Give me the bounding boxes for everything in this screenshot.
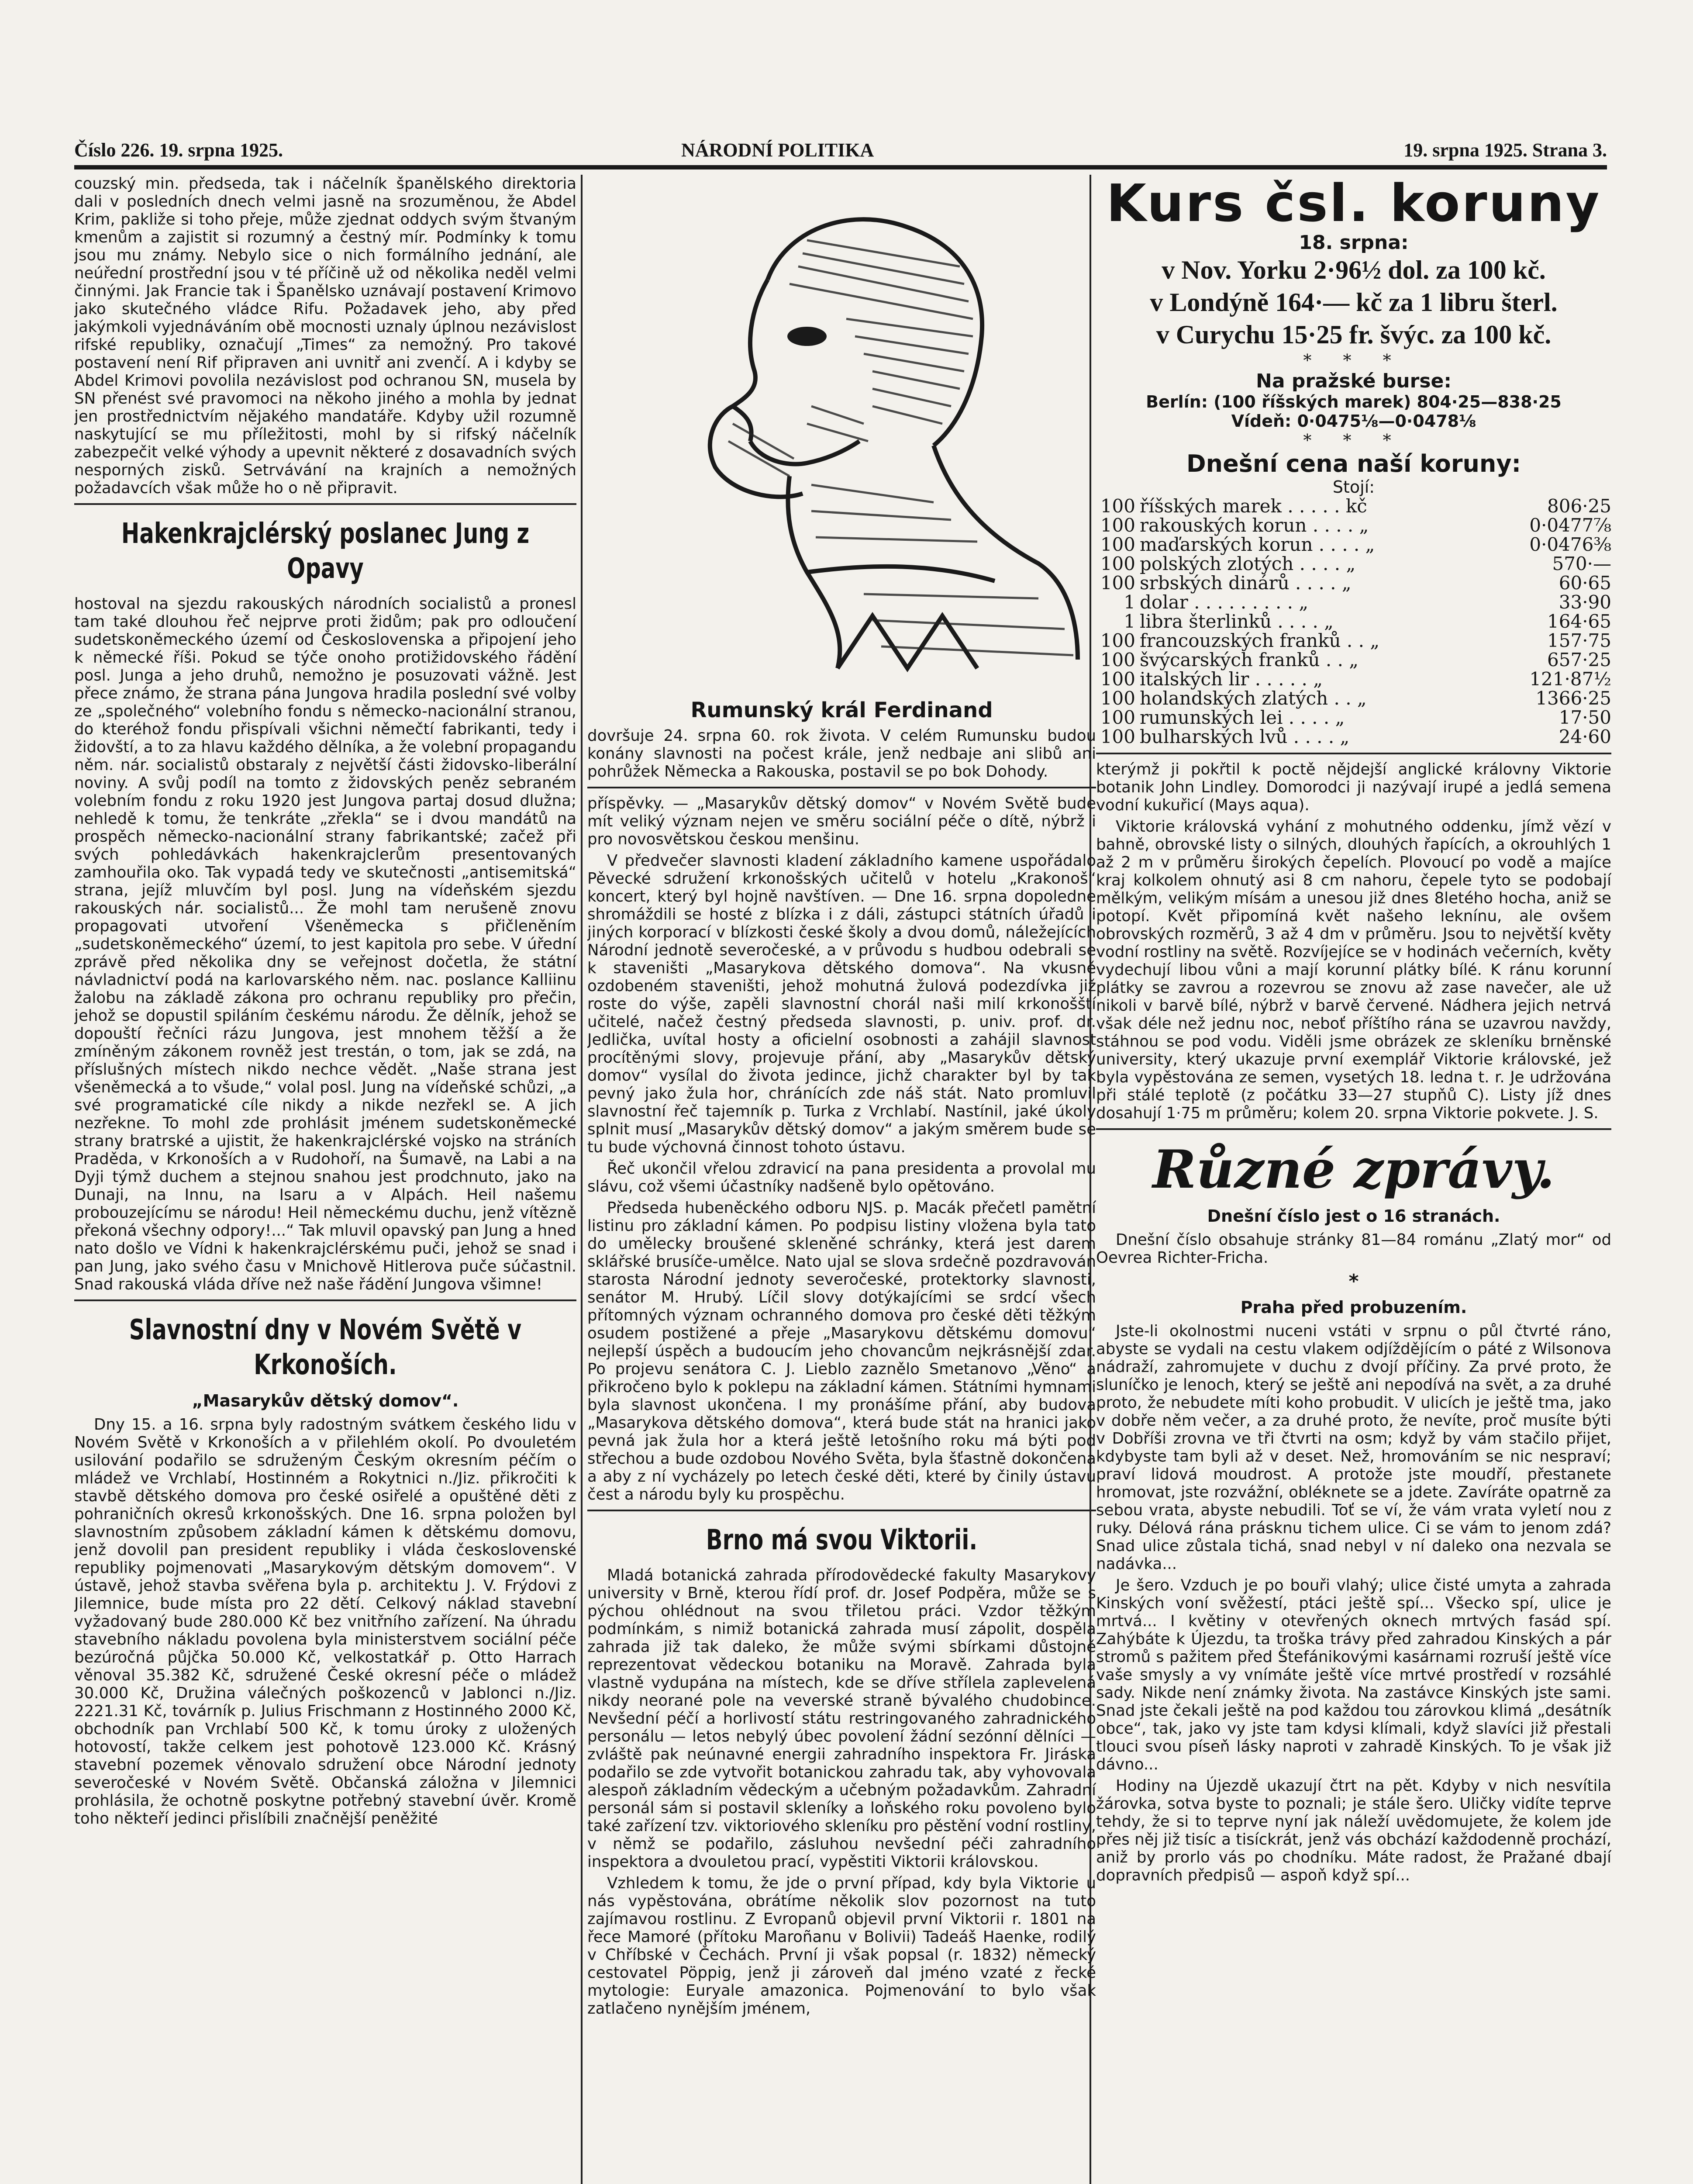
- portrait-illustration: [602, 179, 1082, 695]
- article-novy-svet-cont: V předvečer slavnosti kladení základního kamene uspořádalo Pěvecké sdružení krkonošských učitelů v hotelu „Krakonoš“ koncert, který byl hojně navštíven. — Dne 16. srpna dopoledne shromáždili se hosté z blízka i z dáli, zástupci státních úřadů i jiných korporací v blízkosti české školy a dvou domů, náležejících Národní jednotě severočeské, a v průvodu s hudbou odebrali se k staveništi „Masarykova dětského domova“. Na vkusně ozdobeném staveništi, jehož mohutná žulová podezdívka již roste do výše, zapěli slavnostní chorál naši milí krkonošští učitelé, načež čestný předseda slavnosti, p. univ. prof. dr. Jedlička, uvítal hosty a oficielní osobnosti a zahájil slavnost procítěnými slovy, projevuje přání, aby „Masarykův dětský domov“ vysílal do života jedince, jichž charakter byl by tak pevný jako žula hor, chránících zde náš stát. Nato promluvil slavnostní řeč tajemník p. Turka z Vrchlabí. Nastínil, jaké úkoly splnit musí „Masarykův dětský domov“ a jakým směrem bude se tu bude výchovná činnost tohoto ústavu.: [587, 852, 1096, 1156]
- divider: [1096, 753, 1611, 754]
- news-16-stran: Dnešní číslo obsahuje stránky 81—84 románu „Zlatý mor“ od Oevrea Richter-Fricha.: [1096, 1231, 1611, 1267]
- table-row: 100 srbských dinárů . . . . „ 60·65: [1100, 572, 1611, 594]
- subheadline-praha: Praha před probuzením.: [1240, 1298, 1467, 1317]
- column-divider: [581, 175, 583, 2184]
- portrait-caption: Rumunský král Ferdinand: [690, 698, 993, 722]
- divider: [587, 1510, 1096, 1511]
- divider: [74, 503, 576, 505]
- exchange-rate-line: v Londýně 164·— kč za 1 libru šterl.: [1150, 288, 1558, 317]
- exchange-rate-date: 18. srpna:: [1299, 232, 1409, 254]
- caption-text: dovršuje 24. srpna 60. rok života. V celém Rumunsku budou konány slavnosti na počest krále, jenž nedbaje ani slibů ani pohrůžek Německa a Rakouska, postavil se po bok Dohody.: [587, 727, 1096, 781]
- subheadline-16-stran: Dnešní číslo jest o 16 stranách.: [1207, 1206, 1500, 1226]
- burse-title: Na pražské burse:: [1256, 370, 1452, 392]
- koruna-price-stoji: Stojí:: [1332, 477, 1375, 497]
- table-row: 100 švýcarských franků . . „ 657·25: [1100, 649, 1611, 670]
- exchange-rate-title: Kurs čsl. koruny: [1106, 175, 1601, 233]
- divider: [74, 1299, 576, 1301]
- koruna-price-title: Dnešní cena naší koruny:: [1186, 450, 1521, 477]
- separator-star: *: [1348, 1270, 1359, 1292]
- article-continuation: couzský min. předseda, tak i náčelník španělského direktoria dali v posledních dnech velmi jasně na srozuměnou, že Abdel Krim, pakliže si toho přeje, může zjednat oddych svým štvaným kmenům a zajistit si rozumný a čestný mír. Podmínky k tomu jsou mu známy. Nebylo sice o nich formálního jednání, ale neúřední prostřední jsou v té příčině už od několika neděl velmi činnými. Jak Francie tak i Španělsko uznávají postavení Krimovo jako skutečného vládce Rifu. Požadavek jeho, aby před jakýmkoli vyjednáváním obě mocnosti uznaly úplnou nezávislost rifské republiky, označují „Times“ za nemožný. Pro takové postavení není Rif připraven ani uvnitř ani zvenčí. A i kdyby se Abdel Krimovi povolila nezávislost pod ochranou SN, musela by SN přenést své pravomoci na někoho jiného a mohla by jednat jen prostřednictvím nějakého mandatáře. Kdyby užil rozumně naskytující se mu příležitosti, mohl by si rifský náčelník zabezpečit velké výhody a upevnit některé z dosavadních svých nesporných zisků. Setrvávání na krajních a nemožných požadavcích však může ho o ně připravit.: [74, 175, 576, 497]
- table-row: 1 dolar . . . . . . . . . „ 33·90: [1124, 591, 1611, 613]
- table-row: 100 rumunských lei . . . . „ 17·50: [1100, 707, 1611, 728]
- article-brno: Vzhledem k tomu, že jde o první případ, kdy byla Viktorie u nás vypěstována, obrátíme několik slov pozornost na tuto zajímavou rostlinu. Z Evropanů objevil první Viktorii r. 1801 na řece Mamoré (přítoku Maroñanu v Bolivii) Tadeáš Haenke, rodilý v Chříbské v Čechách. První ji však popsal (r. 1832) německý cestovatel Pöppig, jenž ji zároveň dal jméno vzaté z řecké mytologie: Euryale amazonica. Pojmenování to bylo však zatlačeno nynějším jménem,: [587, 1874, 1096, 2018]
- table-row: 100 holandských zlatých . . „ 1366·25: [1100, 688, 1611, 709]
- section-title-ruzne-zpravy: Různé zprávy.: [1152, 1139, 1555, 1200]
- table-row: 100 polských zlotých . . . . „ 570·—: [1100, 553, 1611, 574]
- article-novy-svet-cont: příspěvky. — „Masarykův dětský domov“ v Novém Světě bude mít veliký význam nejen ve směru sociální péče o dítě, nýbrž i pro novosvětskou českou menšinu.: [587, 795, 1096, 848]
- table-row: 100 říšských marek . . . . . kč 806·25: [1100, 495, 1611, 517]
- issue-number: Číslo 226. 19. srpna 1925.: [74, 139, 283, 161]
- article-praha: Je šero. Vzduch je po bouři vlahý; ulice čisté umyta a zahrada Kinských voní svěžestí, ptáci ještě spí... Všecko spí, ulice je mrtvá... I květiny v otevřených oknech mrtvých fasád spí. Zahýbáte k Újezdu, ta troška trávy před zahradou Kinských a pár stromů s pažitem před Štefánikovými kasárnami rozruší ještě více vaše smysly a vy vnímáte ještě více mrtvé prostředí v rozsáhlé sady. Nikde není známky života. Na zastávce Kinských jste sami. Snad jste čekali ještě na pod každou tou zárovkou klimá „desátník obce“, tak, jako vy jste tam kdysi klímali, když slavíci již přestali tlouci svou píseň lásky naproti v zahradě Kinských. To je však již dávno...: [1096, 1576, 1611, 1773]
- headline-brno: Brno má svou Viktorii.: [706, 1524, 978, 1556]
- article-novy-svet: Dny 15. a 16. srpna byly radostným svátkem českého lidu v Novém Světě v Krkonoších a v přilehlém okolí. Po dvouletém usilování podařilo se sdruženým Českým okresním péčím o mládež ve Vrchlabí, Hostinném a Rokytnici n./Jiz. přikročiti k stavbě dětského domova pro české osiřelé a opuštěné děti z pohraničních okresů krkonošských. Dne 16. srpna položen byl slavnostním způsobem základní kámen k dětskému domovu, jenž dovolil pan president republiky i vláda československé republiky pojmenovati „Masarykovým dětským domovem“. V ústavě, jehož stavba svěřena byla p. architektu J. V. Frýdovi z Jilemnice, bude místa pro 22 dětí. Celkový náklad stavební vyžadovaný bude 280.000 Kč bez vnitřního zařízení. Na úhradu stavebního nákladu povolena byla ministerstvem sociální péče bezúročná půjčka 50.000 Kč, velkostatkář p. Otto Harrach věnoval 35.382 Kč, sdružené České okresní péče o mládež 30.000 Kč, Družina válečných poškozenců v Jablonci n./Jiz. 2221.31 Kč, továrník p. Julius Frischmann z Hostinného 2000 Kč, obchodník pan Vrchlabí 500 Kč, k tomu úroky z uložených hotovostí, takže celkem jest pohotově 123.000 Kč. Krásný stavební pozemek věnovalo sdružení obce Národní jednoty severočeské v Novém Světě. Občanská záložna v Jilemnici prohlásila, že ochotně poskytne potřebný stavební úvěr. Kromě toho někteří jedinci přislíbili značnější peněžité: [74, 1416, 576, 1828]
- currency-table: [1096, 497, 1611, 746]
- article-praha: Jste-li okolnostmi nuceni vstáti v srpnu o půl čtvrté ráno, abyste se vydali na cestu vlakem odjíždějícím o páté z Wilsonova nádraží, zahromujete v duchu z dvojí příčiny. Za prvé proto, že sluníčko je lenoch, který se ještě ani nepodívá na svět, a za druhé proto, že nebudete míti koho probudit. V ulicích je ještě tma, jako v dobře něm večer, a za druhé proto, že nevíte, proč musíte býti v Dobříši zrovna ve tři čtvrti na osm; když by vám stačilo přijet, kdybyste tam byli až v deset. Než, hromováním se nic nespraví; praví lidová moudrost. A protože jste moudří, přestanete hromovat, jste rozvážní, obléknete se a jdete. Zavíráte opatrně za sebou vrata, abyste nebudili. Toť se ví, že vám vrata vyletí nou z ruky. Délová rána prásknu tichem ulice. Ci se vám to jenom zdá? Snad ulice zůstala tichá, snad nebyl v ní daleko ona nezvala se nadávka...: [1096, 1322, 1611, 1573]
- newspaper-title: NÁRODNÍ POLITIKA: [681, 139, 874, 161]
- table-row: 100 maďarských korun . . . . „ 0·0476⅜: [1100, 534, 1611, 555]
- column-right: [1096, 175, 1611, 2184]
- masthead: [74, 139, 1607, 169]
- subheadline-domov: „Masarykův dětský domov“.: [192, 1391, 459, 1410]
- table-row: 1 libra šterlinků . . . . „ 164·65: [1124, 611, 1611, 632]
- exchange-rate-line: v Curychu 15·25 fr. švýc. za 100 kč.: [1156, 320, 1552, 349]
- separator-stars: * * *: [1303, 431, 1404, 450]
- table-row: 100 francouzských franků . . „ 157·75: [1100, 630, 1611, 651]
- table-row: 100 bulharských lvů . . . . „ 24·60: [1100, 726, 1611, 747]
- headline-novy-svet: Slavnostní dny v Novém Světě v Krkonoších.: [129, 1314, 522, 1381]
- article-praha: Hodiny na Újezdě ukazují čtrt na pět. Kdyby v nich nesvítila žárovka, sotva byste to poznali; je stále šero. Uličky vidíte teprve tehdy, že si to teprve nyní jak náleží uvědomujete, že kolem jde přes něj již tisíc a tisíckrát, jenž vás obchází každodenně prochází, aniž by prorlo vás po chodníku. Máte radost, že Pražané dbají dopravních předpisů — aspoň když spí...: [1096, 1777, 1611, 1884]
- article-viktorie-cont: kterýmž ji pokřtil k poctě nějdejší anglické královny Viktorie botanik John Lindley. Domorodci ji nazývají irupé a jedlá semena vodní kukuřicí (Mays aqua).: [1096, 760, 1611, 814]
- exchange-rate-line: v Nov. Yorku 2·96½ dol. za 100 kč.: [1162, 256, 1546, 284]
- table-row: 100 italských lir . . . . . „ 121·87½: [1100, 668, 1611, 690]
- article-jung: hostoval na sjezdu rakouských národních socialistů a pronesl tam také dlouhou řeč nejprve proti židům; pak pro odloučení sudetskoněmeckého území od Československa a připojení jeho k německé říši. Pokud se týče onoho protižidovského řádění posl. Junga a jeho druhů, nemožno je posuzovati vážně. Jest přece známo, že strana pána Jungova hradila poslední své volby ze „společného“ volebního fondu s německo-nacionální stranou, do kteréhož fondu přispívali všichni němečtí fabrikanti, tedy i židovští, a to za hlavu každého dělníka, a že volební propagandu něm. nár. socialistů obstaraly z největší části židovsko-liberální noviny. A svůj podíl na tomto z židovských peněz sebraném volebním fondu z roku 1920 jest Jungova partaj dosud dlužna; nehledě k tomu, že tenkráte „zřekla“ se i dvou mandátů na prospěch německo-nacionální strany fabrikantské; začež při svých pohledávkách hakenkrajclerům presentovaných zamhouřila oko. Tak vypadá tedy ve skutečnosti „antisemitská“ strana, jejíž mluvčím byl posl. Jung na vídeňském sjezdu rakouských nár. socialistů... Že mohl tam nerušeně znovu propagovati utvoření Všeněmecka s přičleněním „sudetskoněmeckého“ území, to jest kapitola pro sebe. V úřední zprávě před několika dny se veřejnost dočetla, že státní návladnictví podá na karlovarského něm. nac. poslance Kalliinu žalobu na základě zákona pro ochranu republiky pro přečin, jehož se dopustil spiláním českému národu. Že dělník, jehož se dopouští řečníci rázu Jungova, jest mnohem těžší a že zmíněným zákonem rovněž jest trestán, o tom, jak se zdá, na příslušných místech nikdo nechce vědět. „Naše strana jest všeněmecká a to všude,“ volal posl. Jung na vídeňské schůzi, „a své programatické cíle nikdy a nikde nezřekl se. A jich nezřekne. To mohl zde prohlásit jménem sudetskoněmecké strany bratrské a ujistit, že hakenkrajclérské vojsko na stráních Praděda, v Krkonoších a v Rudohoří, na Šumavě, na Labi a na Dyji týmž duchem a stejnou snahou jest prodchnuto, jako na Dunaji, na Innu, na Isaru a v Alpách. Heil našemu probouzejícímu se národu! Heil německému duchu, jenž vítězně překoná všechny odpory!...“ Tak mluvil opavský pan Jung a hned nato došlo ve Vídni k hakenkrajclérskému puči, jehož se snad i pan Jung, jako svého času v Mnichově Hitlerova puče súčastnil. Snad rakouská vláda dříve než naše řádění Jungova všimne!: [74, 595, 576, 1293]
- article-novy-svet-cont: Předseda hubeněckého odboru NJS. p. Macák přečetl pamětní listinu pro základní kámen. Po podpisu listiny vložena byla tato do umělecky broušené skleněné schránky, která jest darem sklářské brusíče-umělce. Nato ujal se slova srdečně pozdravován starosta Národní jednoty severočeské, protektorky slavnosti, senátor M. Hrubý. Líčil slovy dotýkajícími se srdcí všech přítomných význam ochranného domova pro české děti těžkým osudem postižené a přeje „Masarykovu dětskému domovu“ nejlepší úspěch a budoucím jeho chovancům nejkrásnější zdar. Po projevu senátora C. J. Lieblo zaznělo Smetanovo „Věno“ a přikročeno bylo k poklepu na základní kámen. Státními hymnami byla slavnost ukončena. I my pronášíme přání, aby budova „Masarykova dětského domova“, která bude stát na hranici jako pevná jak žula hor a která ještě letošního roku má býti pod střechou a bude ozdobou Nového Světa, byla šťastně dokončena a aby z ní vycházely po letech české děti, které by činily ústavu čest a národu byly ku prospěchu.: [587, 1199, 1096, 1503]
- divider: [1096, 1128, 1611, 1130]
- column-middle: [587, 175, 1096, 2184]
- article-novy-svet-cont: Řeč ukončil vřelou zdravicí na pana presidenta a provolal mu slávu, což všemi účastníky nadšeně bylo opětováno.: [587, 1160, 1096, 1196]
- table-row: 100 rakouských korun . . . . „ 0·0477⅞: [1100, 515, 1611, 536]
- headline-jung: Hakenkrajclérský poslanec Jung z Opavy: [121, 518, 530, 585]
- column-left: [74, 175, 576, 2184]
- divider: [587, 787, 1096, 788]
- page-date: 19. srpna 1925. Strana 3.: [1403, 139, 1607, 161]
- article-brno: Mladá botanická zahrada přírodovědecké fakulty Masarykovy university v Brně, kterou řídí prof. dr. Josef Podpěra, může se s pýchou ohlédnout na svou třiletou práci. Vzdor těžkým podmínkám, s nimiž botanická zahrada musí zápolit, dospěla zahrada již tak daleko, že může svými sbírkami důstojně reprezentovat vědeckou botaniku na Moravě. Zahrada byla vlastně vydupána na místech, kde se dříve střílela zaplevelená nikdy neorané pole na veverské straně bývalého chudobince. Nevšední péčí a horlivostí státu restringovaného zahradnického personálu — letos nebylý úbec povolení žádní sezónní dělníci — zvláště pak neúnavné energii zahradního inspektora Fr. Jiráska podařilo se zde vytvořit botanickou zahradu tak, aby vyhovovala alespoň základním vědeckým a učebným požadavkům. Zahradní personál sám si postavil skleníky a loňského roku povoleno bylo také zařízení tzv. viktoriového skleníku pro pěstění vodní rostliny, v němž se podařilo, zásluhou nevšední péči zahradního inspektora a dvouletou prací, vypěstiti Viktorii královskou.: [587, 1566, 1096, 1871]
- article-viktorie-cont: Viktorie královská vyhání z mohutného oddenku, jímž vězí v bahně, obrovské listy o silných, dlouhých řapících, a okrouhlých 1 až 2 m v průměru širokých čepelích. Plovoucí po vodě a majíce kraj kolkolem ohnutý asi 8 cm nahoru, čepele tyto se podobají mělkým, velikým mísám a unesou již dnes 8letého hocha, aniž se potopí. Květ připomíná květ našeho leknínu, ale ovšem obrovských rozměrů, 3 až 4 dm v průměru. Jsou to největší květy vodní rostliny na světě. Rozvíjejíce se v hodinách večerních, květy vydechují libou vůni a mají korunní plátky bílé. K ránu korunní plátky se zavrou a rozevrou se znovu až zase navečer, ale už nikoli v barvě bílé, nýbrž v barvě červené. Nádhera jejich netrvá však déle než jednu noc, neboť příštího rána se uzavrou navždy, stáhnou se pod vodu. Viděli jsme obrázek ze skleníku brněnské university, který ukazuje první exemplář Viktorie královské, jež byla vypěstována ze semen, vysetých 18. ledna t. r. Je udržována při stálé teplotě (z počátku 33—27 stupňů C). Listy jíž dnes dosahují 1·75 m průměru; kolem 20. srpna Viktorie pokvete. J. S.: [1096, 818, 1611, 1122]
- separator-stars: * * *: [1303, 351, 1404, 370]
- burse-berlin: Berlín: (100 říšských marek) 804·25—838·25: [1146, 392, 1562, 411]
- burse-viden: Vídeň: 0·0475⅛—0·0478⅛: [1231, 411, 1476, 431]
